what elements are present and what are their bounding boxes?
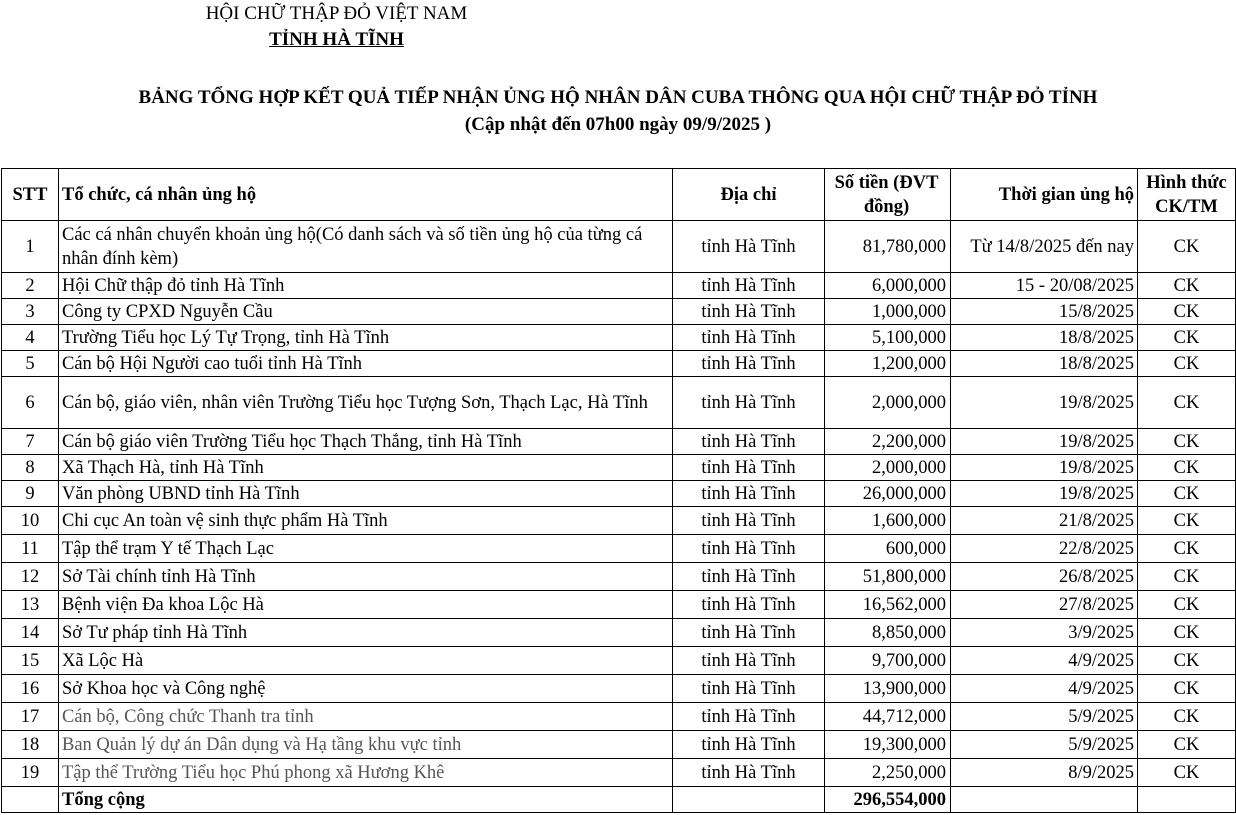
row-amount: 1,000,000 [825, 299, 951, 325]
row-address: tỉnh Hà Tĩnh [673, 759, 825, 787]
row-amount: 6,000,000 [825, 273, 951, 299]
row-form: CK [1138, 759, 1236, 787]
row-stt: 10 [2, 507, 59, 535]
row-amount: 600,000 [825, 535, 951, 563]
row-amount: 8,850,000 [825, 619, 951, 647]
row-address: tỉnh Hà Tĩnh [673, 731, 825, 759]
row-address: tỉnh Hà Tĩnh [673, 675, 825, 703]
table-row [2, 619, 1236, 647]
row-stt: 14 [2, 619, 59, 647]
row-address: tỉnh Hà Tĩnh [673, 535, 825, 563]
row-amount: 19,300,000 [825, 731, 951, 759]
row-time: 4/9/2025 [951, 675, 1138, 703]
row-time: 19/8/2025 [951, 429, 1138, 455]
row-form: CK [1138, 507, 1236, 535]
row-stt: 4 [2, 325, 59, 351]
row-donor-name: Xã Thạch Hà, tỉnh Hà Tĩnh [59, 455, 673, 481]
row-amount: 2,200,000 [825, 429, 951, 455]
table-row [2, 377, 1236, 429]
row-form: CK [1138, 299, 1236, 325]
row-time: 22/8/2025 [951, 535, 1138, 563]
row-stt: 7 [2, 429, 59, 455]
total-form-cell [1138, 787, 1236, 813]
row-time: 21/8/2025 [951, 507, 1138, 535]
row-address: tỉnh Hà Tĩnh [673, 619, 825, 647]
org-province: TỈNH HÀ TĨNH [269, 29, 404, 50]
row-address: tỉnh Hà Tĩnh [673, 299, 825, 325]
row-address: tỉnh Hà Tĩnh [673, 221, 825, 273]
row-address: tỉnh Hà Tĩnh [673, 647, 825, 675]
table-header-row [2, 169, 1236, 221]
row-amount: 2,250,000 [825, 759, 951, 787]
table-row [2, 273, 1236, 299]
row-form: CK [1138, 703, 1236, 731]
row-donor-name: Ban Quản lý dự án Dân dụng và Hạ tầng khu vực tỉnh [59, 731, 673, 759]
row-donor-name: Chi cục An toàn vệ sinh thực phẩm Hà Tĩnh [59, 507, 673, 535]
row-address: tỉnh Hà Tĩnh [673, 591, 825, 619]
row-donor-name: Tập thể Trường Tiểu học Phú phong xã Hương Khê [59, 759, 673, 787]
table-row [2, 535, 1236, 563]
table-row [2, 481, 1236, 507]
col-header-address: Địa chỉ [673, 169, 825, 221]
total-stt-cell [2, 787, 59, 813]
row-form: CK [1138, 563, 1236, 591]
row-stt: 9 [2, 481, 59, 507]
table-row [2, 429, 1236, 455]
row-donor-name: Cán bộ, Công chức Thanh tra tỉnh [59, 703, 673, 731]
row-address: tỉnh Hà Tĩnh [673, 377, 825, 429]
table-row [2, 563, 1236, 591]
row-form: CK [1138, 377, 1236, 429]
row-amount: 2,000,000 [825, 455, 951, 481]
row-stt: 6 [2, 377, 59, 429]
col-header-time: Thời gian ủng hộ [951, 169, 1138, 221]
document-title: BẢNG TỔNG HỢP KẾT QUẢ TIẾP NHẬN ỦNG HỘ NHÂN DÂN CUBA THÔNG QUA HỘI CHỮ THẬP ĐỎ TỈNH [138, 87, 1098, 108]
row-address: tỉnh Hà Tĩnh [673, 429, 825, 455]
row-form: CK [1138, 619, 1236, 647]
row-address: tỉnh Hà Tĩnh [673, 273, 825, 299]
row-stt: 2 [2, 273, 59, 299]
row-stt: 1 [2, 221, 59, 273]
row-stt: 13 [2, 591, 59, 619]
table-row [2, 591, 1236, 619]
row-time: 27/8/2025 [951, 591, 1138, 619]
row-time: 19/8/2025 [951, 455, 1138, 481]
table-row [2, 221, 1236, 273]
col-header-name: Tổ chức, cá nhân ủng hộ [59, 169, 673, 221]
row-amount: 13,900,000 [825, 675, 951, 703]
row-time: 18/8/2025 [951, 351, 1138, 377]
row-form: CK [1138, 731, 1236, 759]
row-donor-name: Cán bộ, giáo viên, nhân viên Trường Tiểu học Tượng Sơn, Thạch Lạc, Hà Tĩnh [59, 377, 673, 429]
row-form: CK [1138, 647, 1236, 675]
row-stt: 11 [2, 535, 59, 563]
table-row [2, 507, 1236, 535]
row-amount: 51,800,000 [825, 563, 951, 591]
row-time: 5/9/2025 [951, 703, 1138, 731]
row-donor-name: Xã Lộc Hà [59, 647, 673, 675]
table-row [2, 325, 1236, 351]
row-form: CK [1138, 481, 1236, 507]
total-amount: 296,554,000 [825, 787, 951, 813]
row-form: CK [1138, 535, 1236, 563]
row-time: 19/8/2025 [951, 481, 1138, 507]
table-row [2, 455, 1236, 481]
row-amount: 26,000,000 [825, 481, 951, 507]
row-stt: 15 [2, 647, 59, 675]
row-time: 4/9/2025 [951, 647, 1138, 675]
total-time-cell [951, 787, 1138, 813]
row-stt: 18 [2, 731, 59, 759]
table-row [2, 759, 1236, 787]
row-address: tỉnh Hà Tĩnh [673, 507, 825, 535]
row-amount: 81,780,000 [825, 221, 951, 273]
row-form: CK [1138, 325, 1236, 351]
row-time: 3/9/2025 [951, 619, 1138, 647]
total-row [2, 787, 1236, 813]
row-form: CK [1138, 675, 1236, 703]
org-name: HỘI CHỮ THẬP ĐỎ VIỆT NAM [205, 3, 468, 24]
total-label: Tổng cộng [59, 787, 673, 813]
table-row [2, 299, 1236, 325]
row-donor-name: Sở Tư pháp tỉnh Hà Tĩnh [59, 619, 673, 647]
row-donor-name: Tập thể trạm Y tế Thạch Lạc [59, 535, 673, 563]
row-stt: 17 [2, 703, 59, 731]
row-time: Từ 14/8/2025 đến nay [951, 221, 1138, 273]
table-row [2, 703, 1236, 731]
row-donor-name: Hội Chữ thập đỏ tỉnh Hà Tĩnh [59, 273, 673, 299]
row-time: 19/8/2025 [951, 377, 1138, 429]
document-subtitle: (Cập nhật đến 07h00 ngày 09/9/2025 ) [464, 114, 772, 135]
table-row [2, 351, 1236, 377]
row-donor-name: Trường Tiểu học Lý Tự Trọng, tỉnh Hà Tĩnh [59, 325, 673, 351]
row-address: tỉnh Hà Tĩnh [673, 455, 825, 481]
row-donor-name: Công ty CPXD Nguyễn Cầu [59, 299, 673, 325]
row-donor-name: Sở Khoa học và Công nghệ [59, 675, 673, 703]
row-form: CK [1138, 591, 1236, 619]
row-amount: 5,100,000 [825, 325, 951, 351]
col-header-stt: STT [2, 169, 59, 221]
row-address: tỉnh Hà Tĩnh [673, 351, 825, 377]
row-time: 15 - 20/08/2025 [951, 273, 1138, 299]
row-amount: 2,000,000 [825, 377, 951, 429]
row-form: CK [1138, 351, 1236, 377]
row-time: 5/9/2025 [951, 731, 1138, 759]
row-form: CK [1138, 273, 1236, 299]
row-amount: 9,700,000 [825, 647, 951, 675]
row-stt: 16 [2, 675, 59, 703]
row-donor-name: Văn phòng UBND tỉnh Hà Tĩnh [59, 481, 673, 507]
row-form: CK [1138, 221, 1236, 273]
row-address: tỉnh Hà Tĩnh [673, 325, 825, 351]
row-donor-name: Các cá nhân chuyển khoản ủng hộ(Có danh sách và số tiền ủng hộ của từng cá nhân đính kèm) [59, 221, 673, 273]
col-header-form: Hình thức CK/TM [1138, 169, 1236, 221]
row-stt: 3 [2, 299, 59, 325]
row-time: 15/8/2025 [951, 299, 1138, 325]
row-form: CK [1138, 455, 1236, 481]
row-time: 26/8/2025 [951, 563, 1138, 591]
row-donor-name: Cán bộ Hội Người cao tuổi tỉnh Hà Tĩnh [59, 351, 673, 377]
donation-table [1, 168, 1236, 813]
row-amount: 16,562,000 [825, 591, 951, 619]
row-stt: 5 [2, 351, 59, 377]
row-address: tỉnh Hà Tĩnh [673, 703, 825, 731]
col-header-amount: Số tiền (ĐVT đồng) [825, 169, 951, 221]
row-donor-name: Cán bộ giáo viên Trường Tiểu học Thạch Thắng, tỉnh Hà Tĩnh [59, 429, 673, 455]
row-amount: 1,600,000 [825, 507, 951, 535]
row-stt: 19 [2, 759, 59, 787]
row-form: CK [1138, 429, 1236, 455]
row-stt: 8 [2, 455, 59, 481]
row-amount: 1,200,000 [825, 351, 951, 377]
row-time: 18/8/2025 [951, 325, 1138, 351]
row-amount: 44,712,000 [825, 703, 951, 731]
row-donor-name: Sở Tài chính tỉnh Hà Tĩnh [59, 563, 673, 591]
total-address-cell [673, 787, 825, 813]
row-address: tỉnh Hà Tĩnh [673, 563, 825, 591]
table-row [2, 731, 1236, 759]
table-row [2, 675, 1236, 703]
row-donor-name: Bệnh viện Đa khoa Lộc Hà [59, 591, 673, 619]
row-stt: 12 [2, 563, 59, 591]
row-time: 8/9/2025 [951, 759, 1138, 787]
table-row [2, 647, 1236, 675]
row-address: tỉnh Hà Tĩnh [673, 481, 825, 507]
